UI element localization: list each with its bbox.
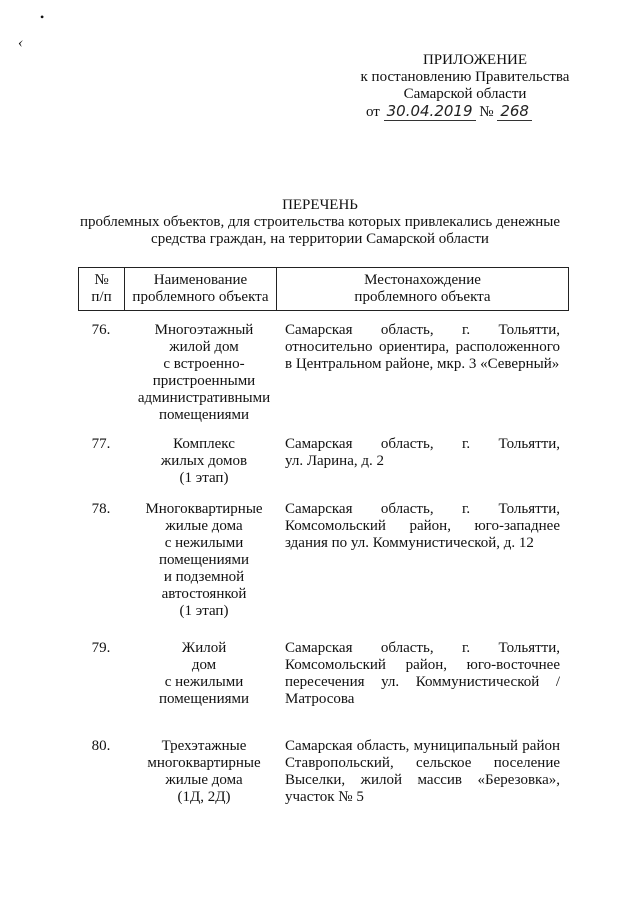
- handwritten-date: 30.04.2019: [384, 102, 476, 121]
- location-line: Комсомольский район, юго-восточнее: [285, 657, 560, 673]
- location-line: Самарская область, муниципальный район: [285, 738, 560, 754]
- name-line: помещениями: [158, 552, 250, 568]
- handwritten-number: 268: [497, 102, 532, 121]
- location-line: Самарская область, г. Тольятти,: [285, 501, 560, 517]
- name-line: Многоэтажный: [154, 322, 254, 338]
- appendix-line-1: к постановлению Правительства: [360, 69, 570, 85]
- object-location: [285, 436, 560, 470]
- name-line: дом: [191, 657, 217, 673]
- name-line: административными: [137, 390, 271, 406]
- object-name: [134, 501, 274, 620]
- name-line: жилых домов: [160, 453, 248, 469]
- location-line: пересечения ул. Коммунистической /: [285, 674, 560, 690]
- header-loc-line1: Местонахождение: [364, 272, 481, 288]
- object-name: [134, 640, 274, 708]
- location-line: относительно ориентира, расположенного: [285, 339, 560, 355]
- appendix-heading: ПРИЛОЖЕНИЕ: [422, 52, 528, 68]
- location-line: участок № 5: [285, 789, 364, 805]
- header-location: [277, 268, 569, 311]
- object-location: [285, 501, 560, 552]
- object-location: [285, 738, 560, 806]
- name-line: с нежилыми: [164, 674, 244, 690]
- title-heading: ПЕРЕЧЕНЬ: [282, 197, 358, 213]
- row-number: 80.: [91, 738, 111, 754]
- name-line: жилой дом: [169, 339, 239, 355]
- header-num-line2: п/п: [91, 289, 112, 305]
- name-line: помещениями: [158, 691, 250, 707]
- name-line: (1 этап): [179, 470, 229, 486]
- location-line: Самарская область, г. Тольятти,: [285, 640, 560, 656]
- location-line: Матросова: [285, 691, 355, 707]
- name-line: с встроенно-: [163, 356, 245, 372]
- appendix-date-line: [360, 103, 570, 121]
- header-name-line2: проблемного объекта: [132, 289, 269, 305]
- date-prefix: от: [366, 104, 380, 120]
- object-location: [285, 640, 560, 708]
- header-name-line1: Наименование: [153, 272, 248, 288]
- name-line: жилые дома: [165, 772, 243, 788]
- number-label: №: [479, 104, 494, 120]
- title-line-1: проблемных объектов, для строительства которых привлекались денежные: [79, 214, 561, 230]
- location-line: ул. Ларина, д. 2: [285, 453, 385, 469]
- object-location: [285, 322, 560, 373]
- object-name: [134, 436, 274, 487]
- row-number: 79.: [91, 640, 111, 656]
- header-name: [125, 268, 277, 311]
- name-line: Комплекс: [173, 436, 235, 452]
- name-line: многоквартирные: [147, 755, 261, 771]
- table-header: [78, 267, 569, 311]
- location-line: здания по ул. Коммунистической, д. 12: [285, 535, 534, 551]
- name-line: с нежилыми: [164, 535, 244, 551]
- header-num: [79, 268, 125, 311]
- row-number: 78.: [91, 501, 111, 517]
- name-line: автостоянкой: [161, 586, 247, 602]
- appendix-line-2: Самарской области: [403, 86, 527, 102]
- name-line: (1Д, 2Д): [177, 789, 231, 805]
- name-line: Трехэтажные: [161, 738, 247, 754]
- corner-mark: •: [40, 10, 45, 24]
- location-line: Ставропольский, сельское поселение: [285, 755, 560, 771]
- title-line-2: средства граждан, на территории Самарской области: [151, 231, 489, 247]
- handwritten-mark: ‹: [18, 34, 24, 51]
- document-title: [70, 197, 570, 248]
- name-line: (1 этап): [179, 603, 229, 619]
- name-line: пристроенными: [152, 373, 256, 389]
- location-line: Самарская область, г. Тольятти,: [285, 436, 560, 452]
- name-line: Жилой: [181, 640, 227, 656]
- location-line: Выселки, жилой массив «Березовка»,: [285, 772, 560, 788]
- row-number: 77.: [91, 436, 111, 452]
- object-name: [134, 738, 274, 806]
- name-line: Многоквартирные: [145, 501, 263, 517]
- name-line: и подземной: [163, 569, 245, 585]
- name-line: жилые дома: [165, 518, 243, 534]
- location-line: Самарская область, г. Тольятти,: [285, 322, 560, 338]
- name-line: помещениями: [158, 407, 250, 423]
- location-line: в Центральном районе, мкр. 3 «Северный»: [285, 356, 560, 372]
- object-name: [134, 322, 274, 424]
- header-loc-line2: проблемного объекта: [354, 289, 491, 305]
- location-line: Комсомольский район, юго-западнее: [285, 518, 560, 534]
- appendix-block: [360, 52, 570, 121]
- header-num-line1: №: [94, 272, 109, 288]
- row-number: 76.: [91, 322, 111, 338]
